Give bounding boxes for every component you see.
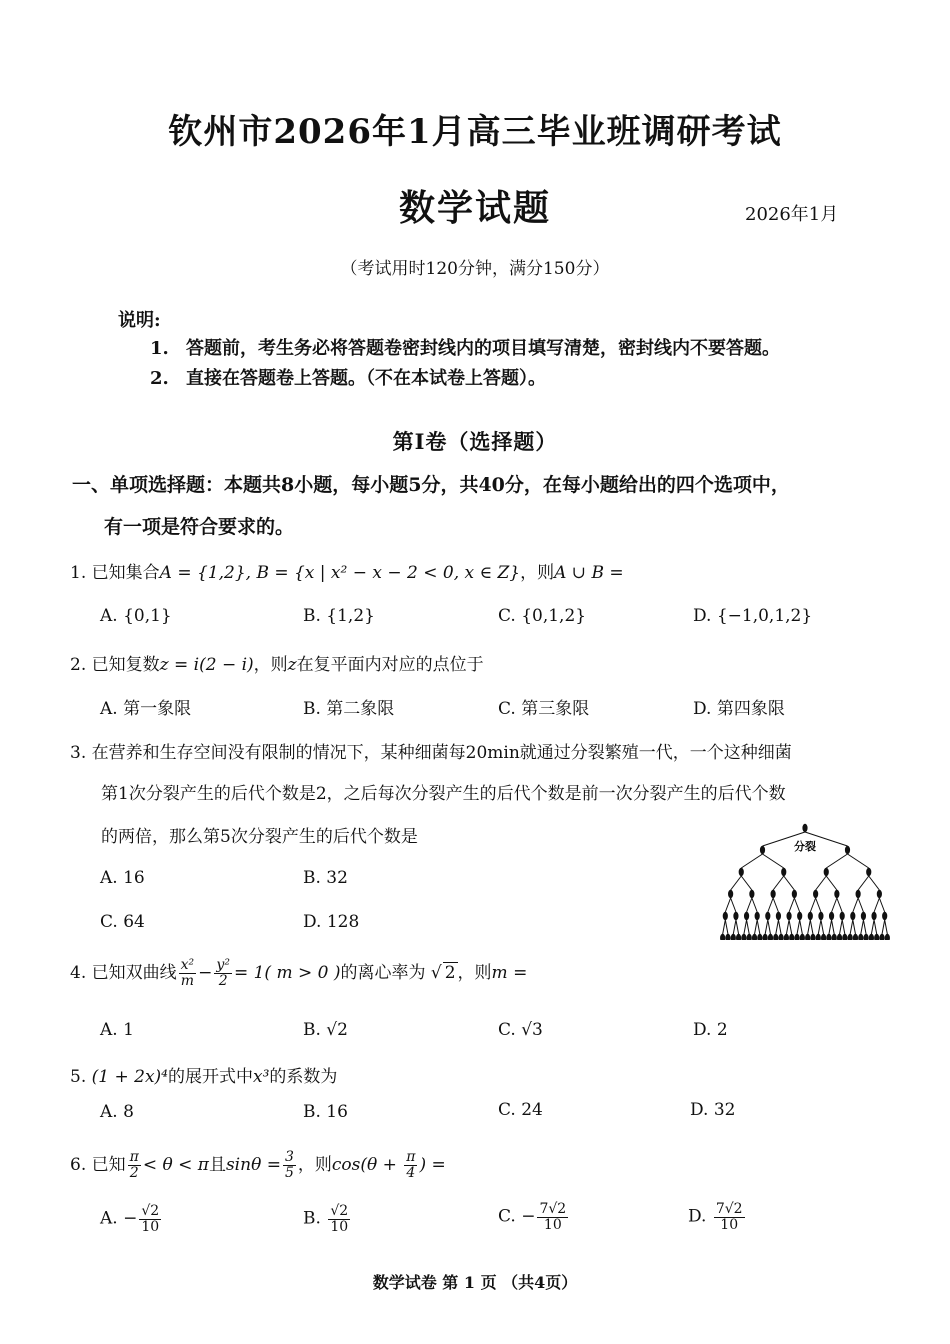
bacterium-cell	[805, 934, 810, 940]
division-branch	[816, 876, 827, 890]
bacterium-cell	[792, 890, 797, 898]
option-c: C. √3	[498, 1020, 543, 1040]
stem-text: 已知集合	[91, 563, 160, 583]
fraction-numerator: 3	[284, 1149, 294, 1166]
option-b	[303, 1204, 352, 1234]
option-c: C. 24	[498, 1100, 543, 1120]
bacterium-cell	[728, 890, 733, 898]
bacterium-cell	[800, 934, 805, 940]
question-number: 5.	[70, 1067, 87, 1087]
option-d: D. {−1,0,1,2}	[693, 606, 813, 626]
question-number: 6.	[70, 1155, 87, 1175]
bacterium-cell	[853, 934, 858, 940]
option-b: B. 第二象限	[303, 699, 395, 719]
bacterium-cell	[744, 912, 749, 920]
division-branch	[725, 898, 730, 912]
division-branch	[744, 920, 747, 934]
division-branch	[842, 920, 845, 934]
bacterium-cell	[763, 934, 768, 940]
bacterium-cell	[856, 890, 861, 898]
bacterium-cell	[778, 934, 783, 940]
bacterium-cell	[776, 912, 781, 920]
division-branch	[826, 854, 847, 868]
stem-math: (1 + 2x)⁴	[91, 1067, 168, 1087]
division-branch	[789, 920, 792, 934]
option-label: C.	[498, 1206, 516, 1227]
division-branch	[882, 920, 885, 934]
fraction	[537, 1202, 568, 1232]
stem-text: 且	[208, 1155, 226, 1175]
question-1	[70, 558, 624, 583]
instruction-text: 直接在答题卷上答题。（不在本试卷上答题）。	[186, 368, 546, 389]
bacterium-cell	[752, 934, 757, 940]
bacterium-cell	[797, 912, 802, 920]
division-branch	[853, 898, 858, 912]
bacterium-cell	[725, 934, 730, 940]
bacterium-cell	[885, 934, 890, 940]
option-a	[100, 1204, 163, 1234]
bacterium-cell	[736, 934, 741, 940]
division-branch	[784, 876, 795, 890]
fraction-denominator: 10	[330, 1218, 349, 1235]
bacterium-cell	[816, 934, 821, 940]
bacterium-cell	[757, 934, 762, 940]
division-branch	[731, 876, 742, 890]
bacterium-cell	[863, 934, 868, 940]
instruction-item	[150, 364, 546, 390]
option-label: B.	[303, 1208, 321, 1229]
option-d: D. 128	[303, 912, 360, 932]
option-c: C. 64	[100, 912, 145, 932]
stem-math: A ∪ B =	[554, 563, 624, 583]
division-branch	[747, 898, 752, 912]
division-branch	[858, 898, 863, 912]
fraction-numerator: 7√2	[539, 1201, 567, 1217]
bacterium-cell	[824, 868, 829, 876]
minus-sign: −	[198, 963, 213, 983]
bacterium-cell	[837, 934, 842, 940]
fraction-denominator: 10	[543, 1216, 562, 1233]
instruction-number: 2.	[150, 368, 169, 389]
bacterium-cell	[869, 934, 874, 940]
fraction-denominator: 5	[284, 1165, 294, 1181]
stem-text: ，则	[520, 563, 555, 583]
bacterium-cell	[784, 934, 789, 940]
division-branch	[794, 898, 799, 912]
question-3	[70, 738, 792, 763]
fraction-numerator: √2	[330, 1203, 349, 1219]
option-d: D. 第四象限	[693, 699, 785, 719]
division-branch	[832, 898, 837, 912]
division-branch	[741, 854, 762, 868]
division-branch	[869, 876, 880, 890]
bacterium-cell	[789, 934, 794, 940]
question-3-line3: 的两倍，那么第5次分裂产生的后代个数是	[101, 827, 418, 847]
bacterium-cell	[861, 912, 866, 920]
fraction-numerator: 7√2	[715, 1201, 743, 1217]
bacterium-cell	[768, 934, 773, 940]
division-branch	[810, 920, 813, 934]
option-b: B. √2	[303, 1020, 348, 1040]
bacterium-cell	[810, 934, 815, 940]
bacterium-cell	[802, 824, 807, 832]
division-branch	[885, 920, 888, 934]
division-branch	[763, 854, 784, 868]
fraction-denominator: 2	[129, 1165, 139, 1181]
fraction	[214, 958, 232, 988]
part-heading-line2: 有一项是符合要求的。	[104, 516, 295, 538]
fraction-denominator: 4	[406, 1165, 416, 1181]
exam-date: 2026年1月	[745, 204, 839, 225]
fraction	[139, 1204, 161, 1234]
part-heading-line1: 一、单项选择题：本题共8小题，每小题5分，共40分，在每小题给出的四个选项中，	[72, 474, 790, 496]
option-label: A.	[100, 1208, 118, 1229]
bacterium-cell	[760, 846, 765, 854]
division-branch	[723, 920, 726, 934]
division-branch	[773, 898, 778, 912]
division-branch	[840, 920, 843, 934]
division-branch	[853, 920, 856, 934]
stem-text: 的离心率为	[340, 963, 426, 983]
fraction-numerator: π	[129, 1149, 139, 1166]
option-a: A. 8	[100, 1102, 134, 1122]
division-branch	[778, 920, 781, 934]
stem-math: sinθ =	[225, 1155, 281, 1175]
stem-math: z = i(2 − i)	[159, 655, 254, 675]
division-branch	[800, 920, 803, 934]
division-branch	[826, 876, 837, 890]
option-a: A. {0,1}	[100, 606, 172, 626]
division-branch	[848, 854, 869, 868]
option-d	[688, 1202, 747, 1232]
bacterium-cell	[720, 934, 725, 940]
division-branch	[733, 920, 736, 934]
option-b: B. {1,2}	[303, 606, 375, 626]
exam-title: 钦州市2026年1月高三毕业班调研考试	[168, 112, 782, 152]
bacterium-cell	[826, 934, 831, 940]
division-branch	[768, 898, 773, 912]
division-branch	[789, 898, 794, 912]
option-a: A. 16	[100, 868, 145, 888]
stem-text: 的展开式中	[168, 1067, 253, 1087]
figure-label: 分裂	[794, 840, 816, 853]
division-branch	[874, 898, 879, 912]
bacterium-cell	[845, 846, 850, 854]
option-d: D. 32	[690, 1100, 736, 1120]
option-b: B. 32	[303, 868, 348, 888]
division-branch	[776, 920, 779, 934]
question-2	[70, 650, 484, 675]
division-branch	[850, 920, 853, 934]
bacterium-cell	[832, 934, 837, 940]
fraction-numerator: x²	[180, 957, 195, 974]
fraction	[179, 958, 197, 988]
instruction-item	[150, 334, 780, 360]
fraction-denominator: 10	[720, 1216, 739, 1233]
bacterium-cell	[741, 934, 746, 940]
fraction	[328, 1204, 350, 1234]
fraction	[404, 1150, 417, 1180]
question-6	[70, 1150, 446, 1181]
option-c: C. 第三象限	[498, 699, 590, 719]
division-branch	[816, 898, 821, 912]
bacteria-division-figure	[720, 822, 890, 940]
fraction	[128, 1150, 141, 1180]
division-branch	[773, 876, 784, 890]
fraction	[283, 1150, 296, 1180]
bacterium-cell	[848, 934, 853, 940]
bacterium-cell	[786, 912, 791, 920]
division-branch	[768, 920, 771, 934]
stem-math: < θ < π	[142, 1155, 209, 1175]
division-branch	[752, 898, 757, 912]
bacterium-cell	[866, 868, 871, 876]
bacterium-cell	[829, 912, 834, 920]
division-branch	[757, 920, 760, 934]
bacterium-cell	[882, 912, 887, 920]
bacterium-cell	[731, 934, 736, 940]
stem-text: 已知双曲线	[91, 963, 177, 983]
bacterium-cell	[834, 890, 839, 898]
division-branch	[871, 920, 874, 934]
bacterium-cell	[879, 934, 884, 940]
division-branch	[821, 920, 824, 934]
division-branch	[879, 898, 884, 912]
fraction-numerator: y²	[216, 957, 230, 974]
stem-text: ，则	[253, 655, 288, 675]
stem-math: m =	[491, 963, 528, 983]
question-number: 4.	[70, 963, 87, 983]
bacterium-cell	[771, 890, 776, 898]
option-c	[498, 1202, 570, 1232]
stem-math: ) =	[419, 1155, 446, 1175]
instructions-heading: 说明:	[118, 310, 161, 331]
bacterium-cell	[739, 868, 744, 876]
division-branch	[797, 920, 800, 934]
section-title: 第Ⅰ卷（选择题）	[392, 429, 558, 454]
question-number: 2.	[70, 655, 87, 675]
division-branch	[829, 920, 832, 934]
bacterium-cell	[747, 934, 752, 940]
time-note: （考试用时120分钟，满分150分）	[340, 259, 610, 279]
bacterium-cell	[808, 912, 813, 920]
exam-subtitle: 数学试题	[398, 187, 551, 229]
fraction-denominator: 2	[218, 973, 228, 989]
bacterium-cell	[850, 912, 855, 920]
stem-math: z	[287, 655, 297, 675]
bacterium-cell	[840, 912, 845, 920]
bacterium-cell	[773, 934, 778, 940]
stem-math: x³	[253, 1067, 270, 1087]
stem-text: 已知	[91, 1155, 126, 1175]
stem-text: ，则	[457, 963, 492, 983]
division-branch	[741, 876, 752, 890]
division-branch	[765, 920, 768, 934]
bacterium-cell	[821, 934, 826, 940]
fraction-numerator: π	[406, 1149, 416, 1166]
fraction	[714, 1202, 745, 1232]
bacterium-cell	[813, 890, 818, 898]
bacterium-cell	[874, 934, 879, 940]
division-branch	[837, 898, 842, 912]
instruction-number: 1.	[150, 338, 169, 359]
bacterium-cell	[858, 934, 863, 940]
bacterium-cell	[749, 890, 754, 898]
division-branch	[832, 920, 835, 934]
bacterium-cell	[723, 912, 728, 920]
division-branch	[863, 920, 866, 934]
question-5	[70, 1062, 337, 1087]
sqrt-radicand: 2	[444, 963, 456, 983]
option-a: A. 第一象限	[100, 699, 192, 719]
stem-math: A = {1,2}, B = {x | x² − x − 2 < 0, x ∈ Z}	[159, 563, 521, 583]
option-a: A. 1	[100, 1020, 134, 1040]
bacterium-cell	[871, 912, 876, 920]
page-footer: 数学试卷 第 1 页 （共4页）	[372, 1273, 578, 1292]
stem-text: 在营养和生存空间没有限制的情况下，某种细菌每20min就通过分裂繁殖一代，一个这种细菌	[91, 743, 792, 763]
division-branch	[747, 920, 750, 934]
division-branch	[808, 920, 811, 934]
division-branch	[874, 920, 877, 934]
division-branch	[736, 920, 739, 934]
question-4: 4. 已知双曲线 $\frac{\text{x²}}{m}$ − $\frac{\text{y²}}{2}$ = 1( m > 0 )的离心率为 √ 2 ，则m =	[70, 957, 528, 989]
question-number: 3.	[70, 743, 87, 763]
option-c: C. {0,1,2}	[498, 606, 587, 626]
division-branch	[725, 920, 728, 934]
division-branch	[818, 920, 821, 934]
option-b: B. 16	[303, 1102, 348, 1122]
division-branch	[858, 876, 869, 890]
bacterium-cell	[794, 934, 799, 940]
stem-text: 的系数为	[269, 1067, 338, 1087]
instruction-text: 答题前，考生务必将答题卷密封线内的项目填写清楚，密封线内不要答题。	[186, 338, 780, 359]
stem-text: 在复平面内对应的点位于	[296, 655, 484, 675]
division-branch	[731, 898, 736, 912]
bacterium-cell	[781, 868, 786, 876]
division-branch	[810, 898, 815, 912]
question-3-line2: 第1次分裂产生的后代个数是2，之后每次分裂产生的后代个数是前一次分裂产生的后代个数	[101, 784, 786, 804]
stem-text: 已知复数	[91, 655, 160, 675]
option-label: D.	[688, 1206, 707, 1227]
stem-math: cos(θ +	[331, 1155, 403, 1175]
bacterium-cell	[877, 890, 882, 898]
fraction-numerator: √2	[141, 1203, 160, 1219]
bacterium-cell	[818, 912, 823, 920]
option-sign: −	[123, 1208, 138, 1229]
division-branch	[755, 920, 758, 934]
option-sign: −	[521, 1206, 536, 1227]
division-branch	[786, 920, 789, 934]
fraction-denominator: 10	[141, 1218, 160, 1235]
option-d: D. 2	[693, 1020, 728, 1040]
stem-math: = 1( m > 0 )	[233, 963, 341, 983]
bacterium-cell	[765, 912, 770, 920]
bacterium-cell	[755, 912, 760, 920]
bacterium-cell	[842, 934, 847, 940]
fraction-denominator: m	[180, 973, 195, 989]
stem-text: ，则	[297, 1155, 332, 1175]
question-number: 1.	[70, 563, 87, 583]
bacterium-cell	[733, 912, 738, 920]
division-branch	[861, 920, 864, 934]
